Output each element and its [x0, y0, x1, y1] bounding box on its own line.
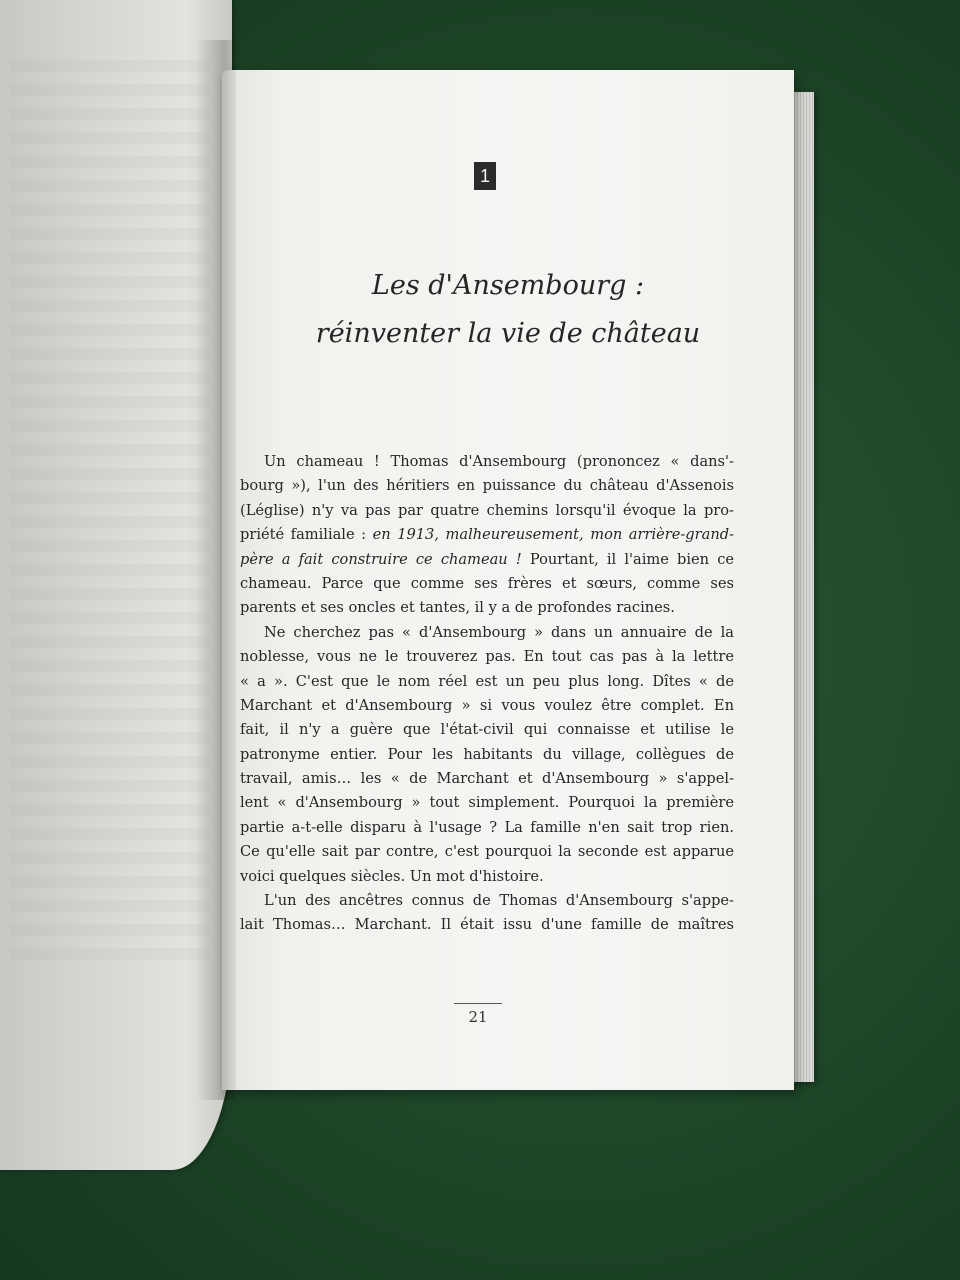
folio-rule [454, 1003, 502, 1004]
text-line [240, 548, 734, 572]
text-line: « a ». C'est que le nom réel est un peu plus long. Dîtes « de [240, 672, 734, 690]
text-segment: priété familiale : [240, 526, 373, 544]
text-line: Ne cherchez pas « d'Ansembourg » dans un annuaire de la [264, 623, 734, 641]
page-number: 21 [468, 1008, 488, 1026]
text-line [240, 523, 734, 547]
chapter-number: 1 [474, 162, 496, 190]
text-line: bourg »), l'un des héritiers en puissance du château d'Assenois [240, 477, 734, 495]
text-line: (Léglise) n'y va pas par quatre chemins lorsqu'il évoque la pro- [240, 501, 734, 519]
chapter-title-line-1: Les d'Ansembourg : [371, 270, 645, 301]
text-line: Marchant et d'Ansembourg » si vous voulez être complet. En [240, 696, 734, 714]
left-page-bleed [10, 60, 210, 960]
text-line: travail, amis… les « de Marchant et d'Ansembourg » s'appel- [240, 770, 734, 788]
text-line: fait, il n'y a guère que l'état-civil qui connaisse et utilise le [240, 721, 734, 739]
italic-quote: en 1913, malheureusement, mon arrière-grand- [372, 526, 734, 544]
chapter-title-line-2: réinventer la vie de château [315, 318, 701, 349]
text-line: noblesse, vous ne le trouverez pas. En tout cas pas à la lettre [240, 648, 734, 666]
text-line: L'un des ancêtres connus de Thomas d'Ansembourg s'appe- [264, 892, 734, 910]
text-line: Ce qu'elle sait par contre, c'est pourquoi la seconde est apparue [240, 843, 734, 861]
text-segment: Pourtant, il l'aime bien ce [521, 550, 735, 568]
text-line: chameau. Parce que comme ses frères et sœurs, comme ses [240, 574, 734, 592]
book-gutter-shadow [196, 40, 236, 1100]
text-line: lait Thomas… Marchant. Il était issu d'une famille de maîtres [240, 916, 734, 934]
text-line: voici quelques siècles. Un mot d'histoire. [240, 867, 544, 885]
text-line: Un chameau ! Thomas d'Ansembourg (prononcez « dans'- [264, 453, 734, 470]
page-edges [792, 92, 814, 1082]
text-line: parents et ses oncles et tantes, il y a de profondes racines. [240, 599, 675, 617]
right-page [222, 70, 794, 1090]
italic-quote: père a fait construire ce chameau ! [240, 550, 522, 568]
body-text [240, 450, 734, 938]
text-line: partie a-t-elle disparu à l'usage ? La famille n'en sait trop rien. [240, 818, 734, 836]
text-line: lent « d'Ansembourg » tout simplement. Pourquoi la première [240, 794, 734, 812]
text-line: patronyme entier. Pour les habitants du village, collègues de [240, 745, 734, 763]
